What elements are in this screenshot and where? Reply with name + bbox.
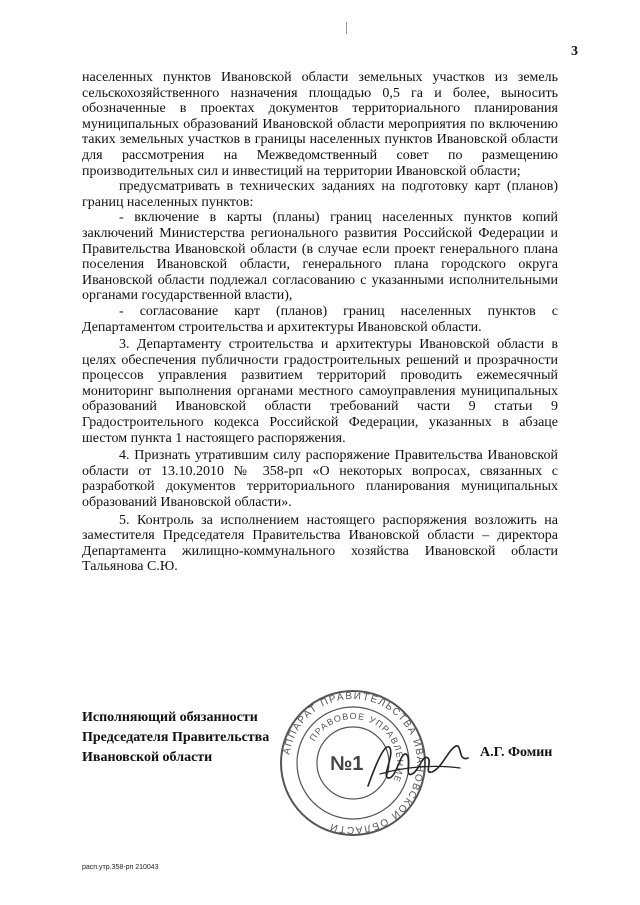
signatory-title [82,708,269,768]
signatory-name: А.Г. Фомин [480,745,553,760]
paragraph-technical-tasks: предусматривать в технических заданиях на подготовку карт (планов) границ населенных пунктов: [82,179,558,210]
seal-number: №1 [330,753,364,775]
signatory-title-line-2: Председателя Правительства [82,730,270,745]
paragraph-continuation: населенных пунктов Ивановской области земельных участков из земель сельскохозяйственного назначения площадью 0,5 га и более, выносить обозначенные в проектах документов территориального планирования муниципальных образований Ивановской области мероприятия по включению таких земельных участков в границы населенных пунктов Ивановской области для рассмотрения на Межведомственный совет по размещению производительных сил и инвестиций на территории Ивановской области; [82,70,558,179]
page-number: 3 [571,44,578,59]
document-body [82,70,558,575]
paragraph-inclusion-item: - включение в карты (планы) границ населенных пунктов копий заключений Министерства регионального развития Российской Федерации и Правительства Ивановской области (в случае если проект генерального плана поселения Ивановской области, генерального плана городского округа Ивановской области подлежал согласованию с указанными исполнительными органами государственной власти), [82,210,558,304]
document-footer-code: расп.утр.358-рп 210043 [82,864,159,871]
paragraph-item-4: 4. Признать утратившим силу распоряжение Правительства Ивановской области от 13.10.2010 № 358-рп «О некоторых вопросах, связанных с разработкой документов территориального планирования муниципальных образований Ивановской области». [82,448,558,511]
seal-inner-text: ПРАВОВОЕ УПРАВЛЕНИЕ [307,710,406,785]
paragraph-approval-item: - согласование карт (планов) границ населенных пунктов с Департаментом строительства и архитектуры Ивановской области. [82,303,558,335]
scan-mark [346,22,347,34]
paragraph-item-5: 5. Контроль за исполнением настоящего распоряжения возложить на заместителя Председателя Правительства Ивановской области – директора Департамента жилищно-коммунального хозяйства Ивановской области Тальянова С.Ю. [82,512,558,575]
paragraph-item-3: 3. Департаменту строительства и архитектуры Ивановской области в целях обеспечения публичности градостроительных решений и прозрачности процессов управления развитием территорий проводить ежемесячный мониторинг выполнения органами местного самоуправления муниципальных образований Ивановской области требований части 9 статьи 9 Градостроительного кодекса Российской Федерации, указанных в абзаце шестом пункта 1 настоящего распоряжения. [82,337,558,446]
seal-outer-text: АППАРАТ ПРАВИТЕЛЬСТВА ИВАНОВСКОЙ ОБЛАСТИ [281,690,426,836]
handwritten-signature [360,728,480,798]
signatory-title-line-3: Ивановской области [82,750,213,765]
signatory-title-line-1: Исполняющий обязанности [82,710,258,725]
